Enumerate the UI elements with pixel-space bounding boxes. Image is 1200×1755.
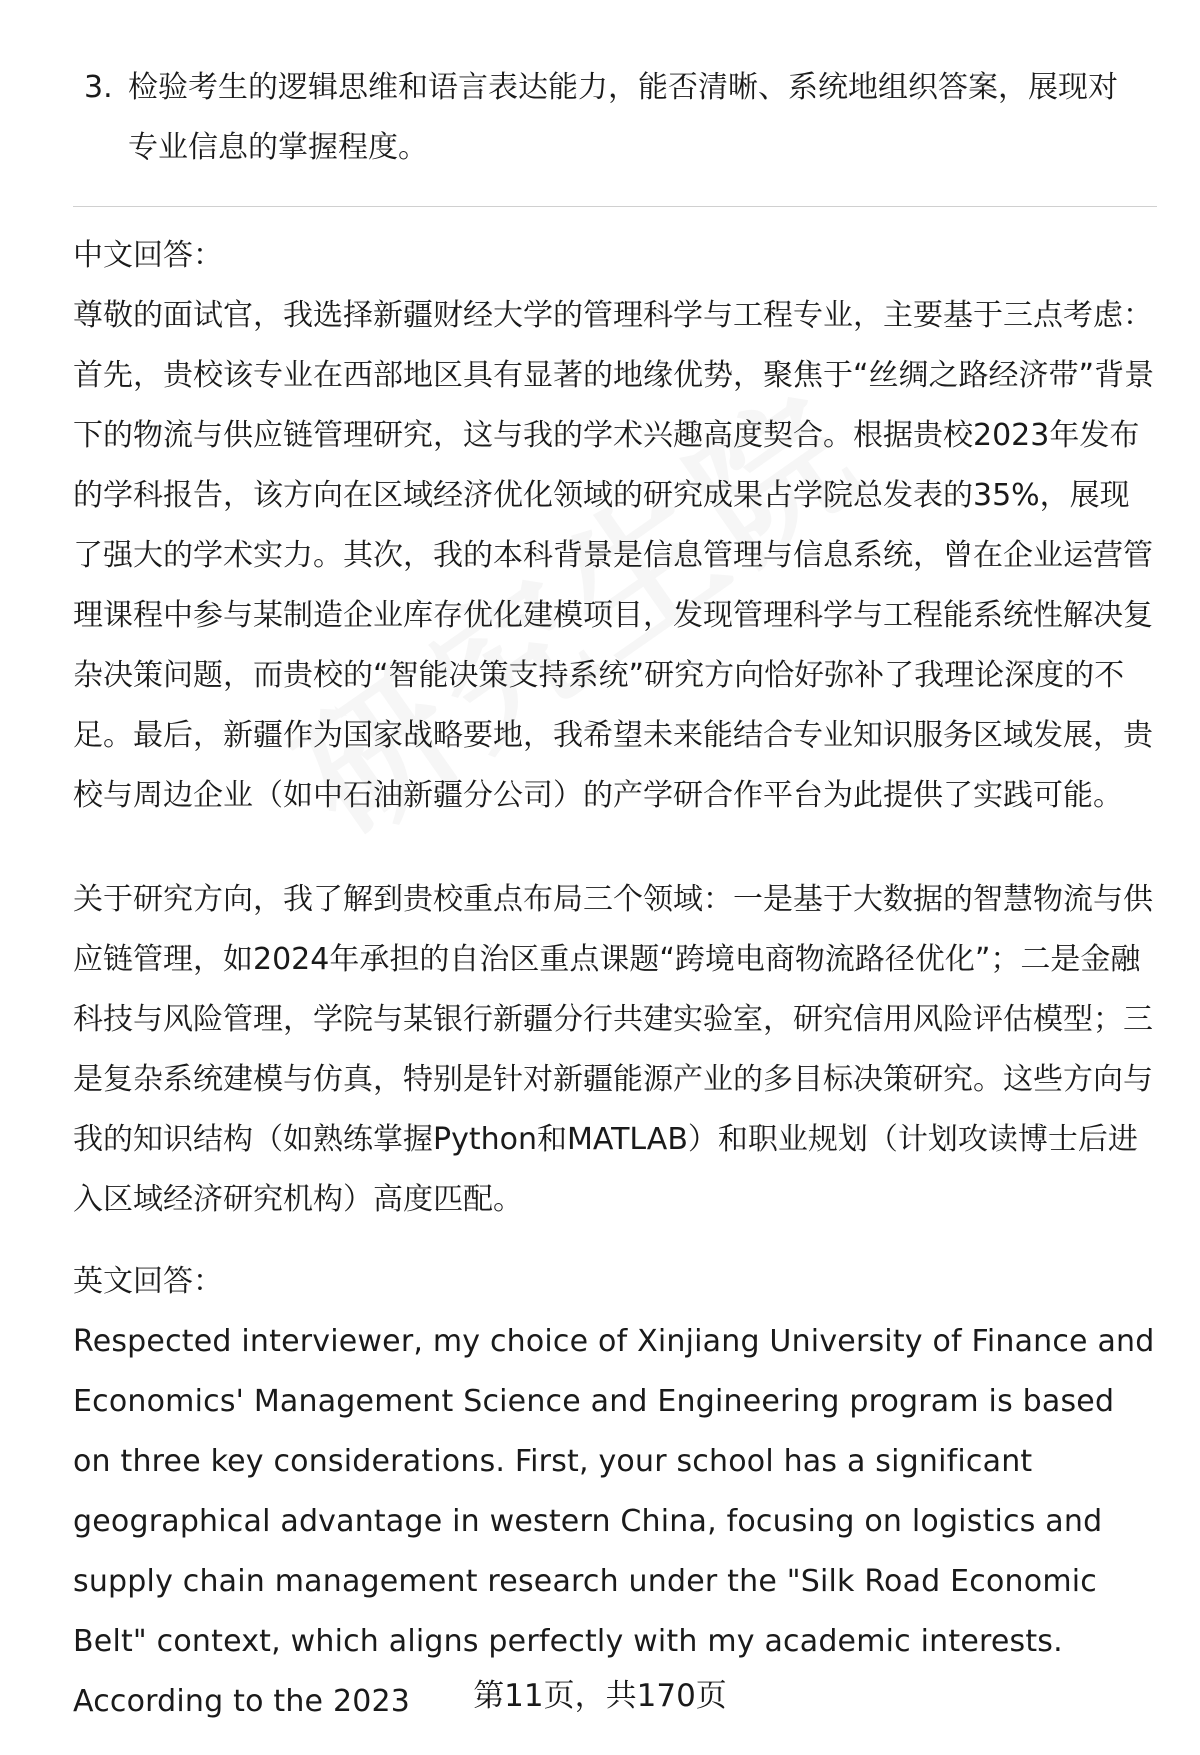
english-answer-heading: 英文回答：	[73, 1264, 223, 1299]
chinese-answer-section	[73, 226, 1158, 826]
chinese-answer-paragraph-2-block	[73, 870, 1158, 1230]
list-number: 3.	[84, 70, 113, 105]
divider	[73, 206, 1157, 207]
list-item-3	[84, 58, 1144, 178]
chinese-answer-paragraph-1: 尊敬的面试官，我选择新疆财经大学的管理科学与工程专业，主要基于三点考虑：首先，贵校该专业在西部地区具有显著的地缘优势，聚焦于“丝绸之路经济带”背景下的物流与供应链管理研究，这与我的学术兴趣高度契合。根据贵校2023年发布的学科报告，该方向在区域经济优化领域的研究成果占学院总发表的35%，展现了强大的学术实力。其次，我的本科背景是信息管理与信息系统，曾在企业运营管理课程中参与某制造企业库存优化建模项目，发现管理科学与工程能系统性解决复杂决策问题，而贵校的“智能决策支持系统”研究方向恰好弥补了我理论深度的不足。最后，新疆作为国家战略要地，我希望未来能结合专业知识服务区域发展，贵校与周边企业（如中石油新疆分公司）的产学研合作平台为此提供了实践可能。	[73, 298, 1155, 813]
chinese-answer-heading: 中文回答：	[73, 238, 223, 273]
english-answer-section	[73, 1252, 1158, 1732]
page-number-footer: 第11页，共170页	[473, 1678, 727, 1714]
chinese-answer-paragraph-2: 关于研究方向，我了解到贵校重点布局三个领域：一是基于大数据的智慧物流与供应链管理，如2024年承担的自治区重点课题“跨境电商物流路径优化”；二是金融科技与风险管理，学院与某银行新疆分行共建实验室，研究信用风险评估模型；三是复杂系统建模与仿真，特别是针对新疆能源产业的多目标决策研究。这些方向与我的知识结构（如熟练掌握Python和MATLAB）和职业规划（计划攻读博士后进入区域经济研究机构）高度匹配。	[73, 882, 1153, 1217]
english-answer-paragraph-1: Respected interviewer, my choice of Xinjiang University of Finance and Economics' Management Science and Engineering program is based on three key considerations. First, your school has a significant geographical advantage in western China, focusing on logistics and supply chain management research under the "Silk Road Economic Belt" context, which aligns perfectly with my academic interests. According to the 2023	[73, 1324, 1155, 1719]
list-item-text: 检验考生的逻辑思维和语言表达能力，能否清晰、系统地组织答案，展现对专业信息的掌握程度。	[128, 70, 1118, 165]
